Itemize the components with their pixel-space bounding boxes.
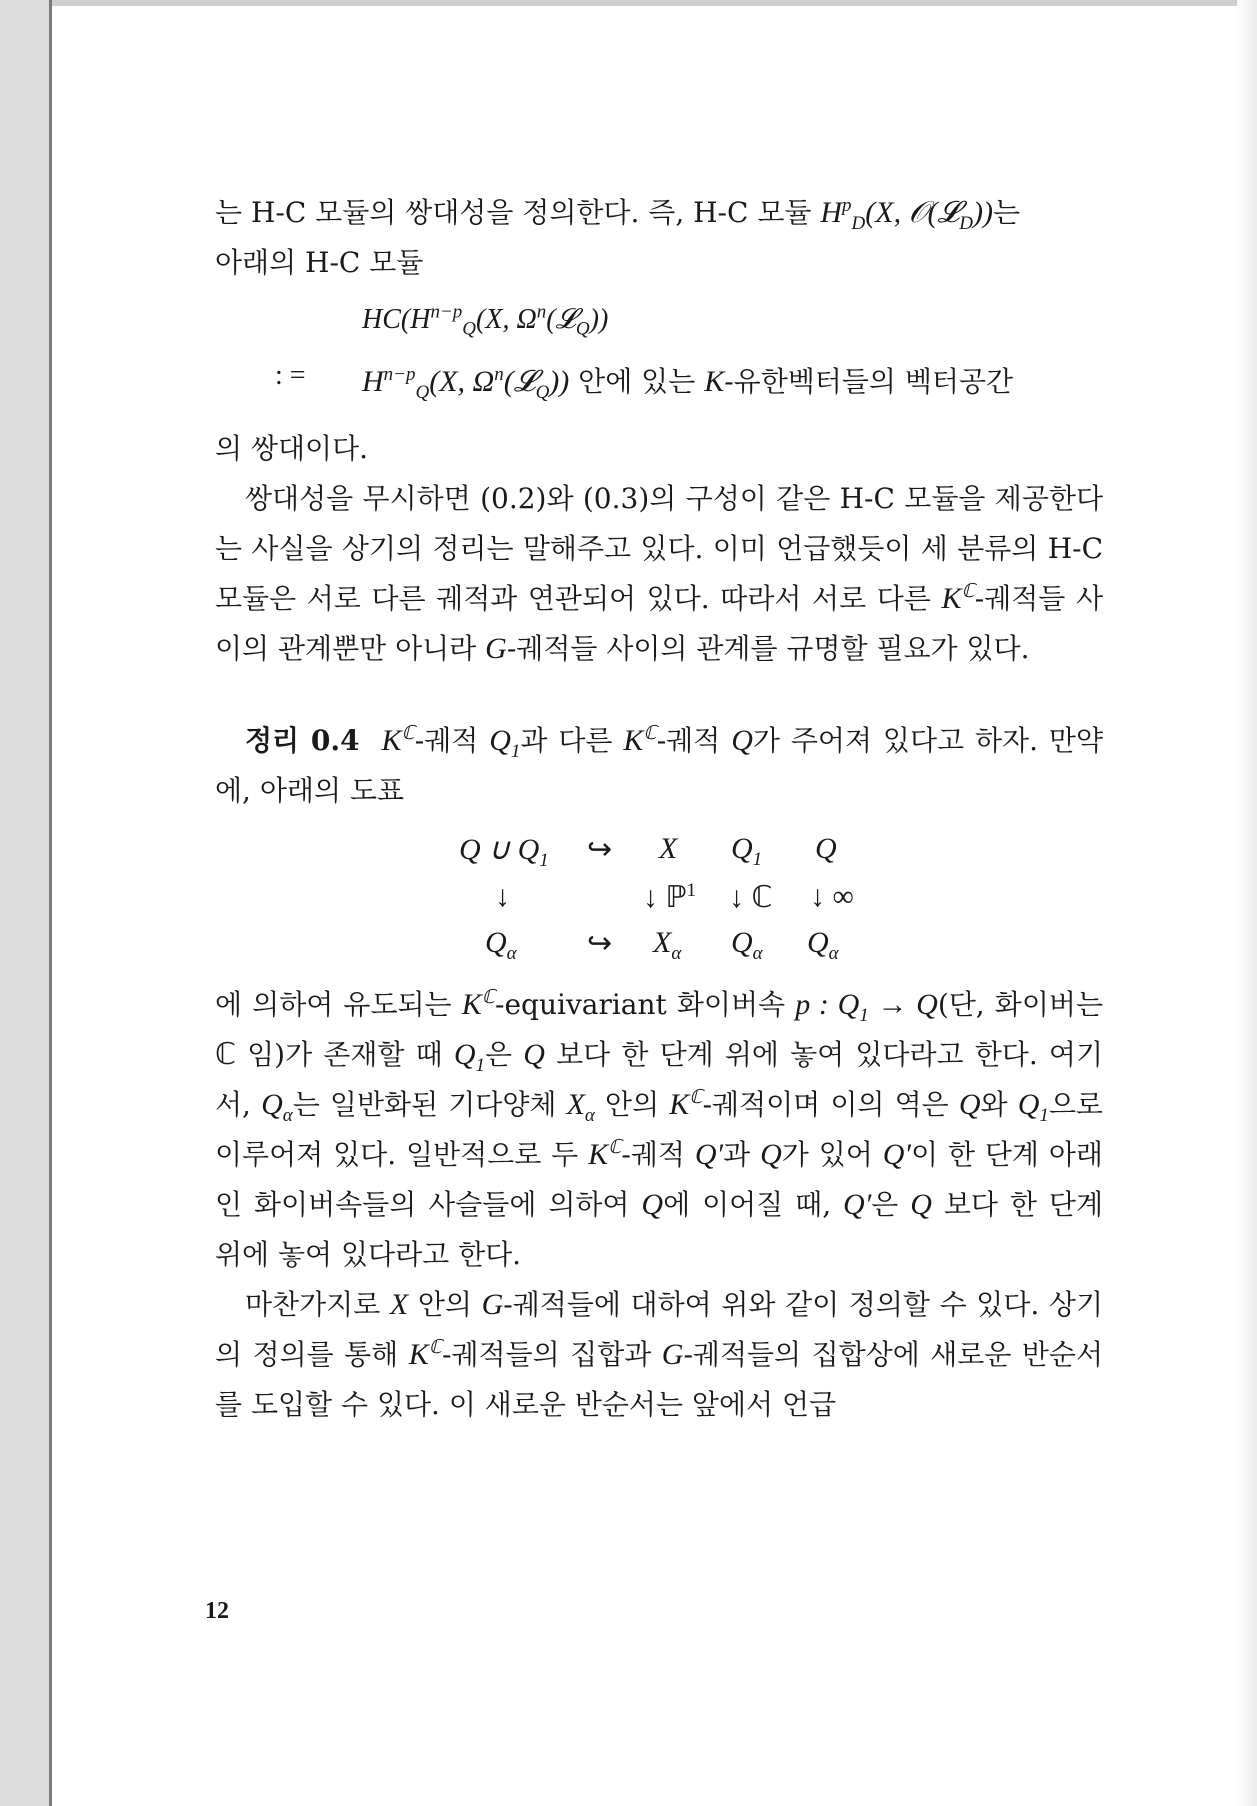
display-equation	[215, 296, 1103, 424]
equation-line-2: $H^{n-p}_Q(X$, $\Omega^n(𝓛_Q)$) 안에 있는 K-유한벡터들의 벡터공간	[362, 364, 1014, 403]
paragraph-dual: 의 쌍대이다.	[215, 432, 369, 465]
diagram-cell: $X_\alpha$	[653, 926, 682, 964]
diagram-arrow: ↪	[587, 833, 613, 866]
diagram-cell: $Q_\alpha$	[485, 926, 517, 964]
diagram-cell: $Q_1$	[731, 832, 763, 870]
theorem-label: 정리 0.4	[245, 724, 360, 757]
diagram-cell: X	[659, 832, 678, 865]
commutative-diagram	[215, 820, 1103, 970]
diagram-cell: $Q_\alpha$	[807, 926, 839, 964]
page-right-edge	[1237, 0, 1257, 1806]
paragraph-duality: 는 H-C 모듈의 쌍대성을 정의한다. 즉, H-C 모듈 $H^p_D(X$, 𝒪(𝓛$_D$))는 아래의 H-C 모듈	[215, 195, 1021, 279]
paragraph-fibration: 에 의하여 유도되는 $K^ℂ$-equivariant 화이버속 p : $Q_1 \to Q$(단, 화이버는 ℂ 임)가 존재할 때 $Q_1$은 Q 보다 한 단계 위에 놓여 있다라고 한다. 여기서, $Q_\alpha$는 일반화된 기다양체 $X_\alpha$ 안의 $K^ℂ-$궤적이며 이의 역은 Q와 $Q_1$으로 이루어져 있다. 일반적으로 두 $K^ℂ-$궤적 Q′과 Q가 있어 Q′이 한 단계 아래인 화이버속들의 사슬들에 의하여 Q에 이어질 때, Q′은 Q 보다 한 단계 위에 놓여 있다라고 한다.	[215, 987, 1103, 1271]
diagram-arrow: ↓ ℙ$^1$	[643, 880, 697, 914]
diagram-arrow: ↓ ∞	[810, 880, 854, 913]
diagram-arrow: ↓ ℂ	[729, 881, 773, 914]
page-body	[215, 188, 1103, 1430]
page-number: 12	[205, 1598, 229, 1624]
diagram-arrow: ↪	[587, 927, 613, 960]
equation-assign: : =	[275, 360, 306, 391]
math-hd: $H^p_D(X$, 𝒪(𝓛$_D$))	[820, 195, 993, 234]
diagram-cell: $Q_\alpha$	[731, 926, 763, 964]
theorem-0-4: 정리 0.4 $K^ℂ-$궤적 $Q_1$과 다른 $K^ℂ-$궤적 Q가 주어져 있다고 하자. 만약에, 아래의 도표	[215, 723, 1103, 807]
paragraph-partial-order: 마찬가지로 X 안의 G-궤적들에 대하여 위와 같이 정의할 수 있다. 상기의 정의를 통해 $K^ℂ-$궤적들의 집합과 G-궤적들의 집합상에 새로운 반순서를 도입할 수 있다. 이 새로운 반순서는 앞에서 언급	[215, 1288, 1103, 1421]
page-left-edge	[0, 0, 52, 1806]
paragraph-remark: 쌍대성을 무시하면 (0.2)와 (0.3)의 구성이 같은 H-C 모듈을 제공한다는 사실을 상기의 정리는 말해주고 있다. 이미 언급했듯이 세 분류의 H-C 모듈은 서로 다른 궤적과 연관되어 있다. 따라서 서로 다른 $K^ℂ-$궤적들 사이의 관계뿐만 아니라 G-궤적들 사이의 관계를 규명할 필요가 있다.	[215, 482, 1103, 665]
page-top-edge	[52, 0, 1257, 6]
diagram-cell: Q ∪ $Q_1$	[459, 833, 549, 871]
diagram-cell: Q	[815, 832, 837, 865]
equation-line-1: $HC(H^{n-p}_Q(X$, $\Omega^n(𝓛_Q)$)	[362, 301, 609, 340]
diagram-arrow: ↓	[495, 880, 510, 913]
